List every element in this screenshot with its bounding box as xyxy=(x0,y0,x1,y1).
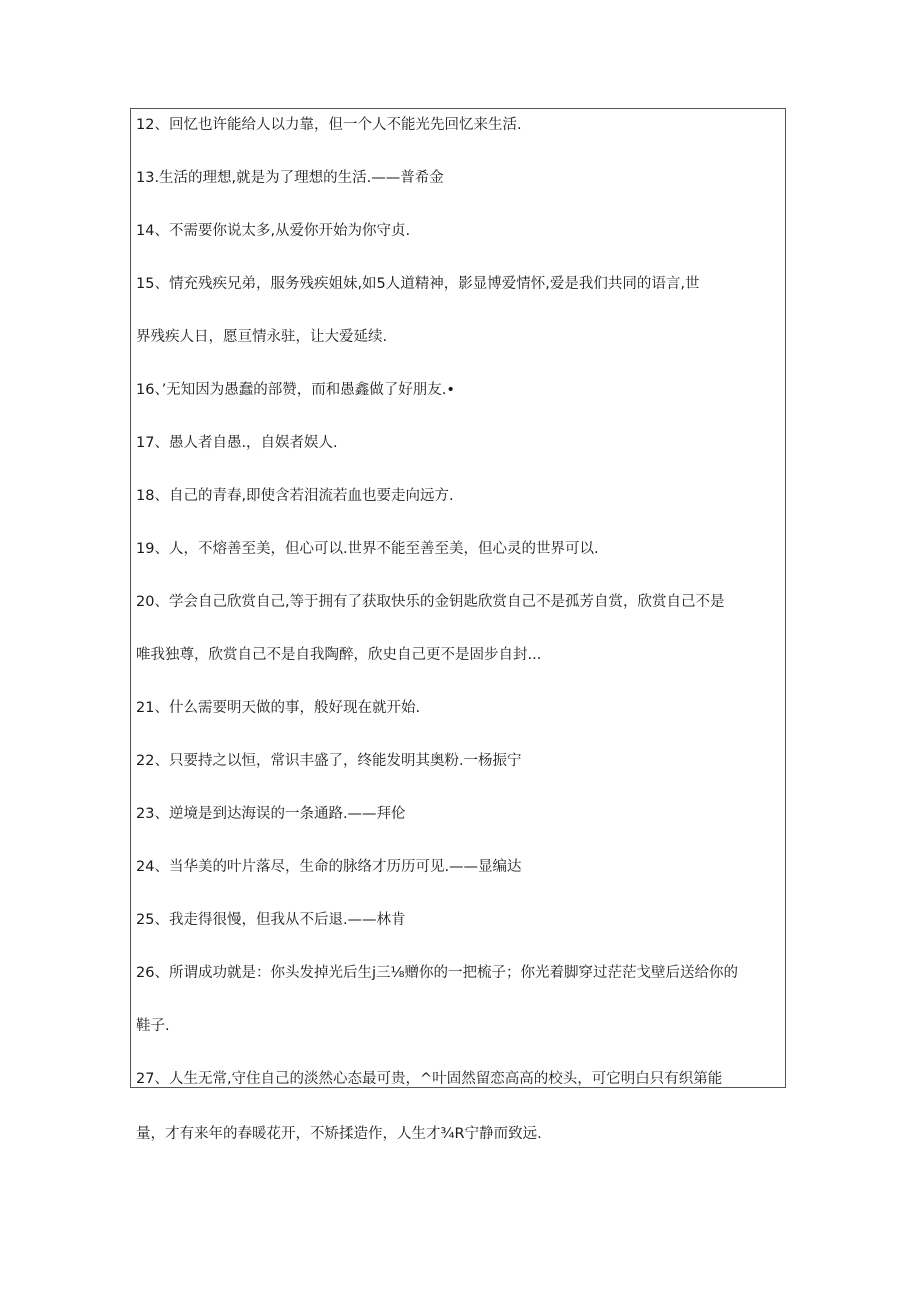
text-line: 18、自己的青春,即使含若泪流若血也要走向远方. xyxy=(136,488,454,504)
text-line: 13.生活的理想,就是为了理想的生活.——普希金 xyxy=(136,170,444,186)
text-line: 24、当华美的叶片落尽，生命的脉络才历历可见.——显编达 xyxy=(136,859,522,875)
text-line: 21、什么需要明天做的事，般好现在就开始. xyxy=(136,700,421,716)
text-line: 27、人生无常,守住自己的淡然心态最可贵，^叶固然留恋高高的校头，可它明白只有织第能 xyxy=(136,1071,723,1087)
text-line: 25、我走得很慢，但我从不后退.——林肯 xyxy=(136,912,406,928)
text-line: 12、回忆也许能给人以力靠，但一个人不能光先回忆来生活. xyxy=(136,117,522,133)
text-line: 20、学会自己欣赏自己,等于拥有了获取快乐的金钥匙欣赏自己不是孤芳自赏，欣赏自己不是 xyxy=(136,594,725,610)
text-line: 14、不需要你说太多,从爱你开始为你守贞. xyxy=(136,223,411,239)
text-line: 15、情充残疾兄弟，服务残疾姐妹,如5人道精神，影显博爱情怀,爱是我们共同的语言,世 xyxy=(136,276,700,292)
text-line: 量，才有来年的春暖花开，不矫揉造作，人生才¾R宁静而致远. xyxy=(136,1126,542,1142)
text-line: 16、’无知因为愚蠢的部赞，而和愚鑫做了好朋友.• xyxy=(136,382,455,398)
text-line: 19、人，不熔善至美，但心可以.世界不能至善至美，但心灵的世界可以. xyxy=(136,541,599,557)
text-line: 唯我独尊，欣赏自己不是自我陶醉，欣史自己更不是固步自封... xyxy=(136,647,542,663)
text-line: 22、只要持之以恒，常识丰盛了，终能发明其奥粉.一杨振宁 xyxy=(136,753,522,769)
text-line: 界残疾人日，愿亘情永驻，让大爱延续. xyxy=(136,329,388,345)
text-line: 23、逆境是到达海误的一条通路.——拜伦 xyxy=(136,806,406,822)
text-line: 鞋子. xyxy=(136,1018,170,1034)
text-line: 26、所谓成功就是：你头发掉光后生j三⅛赠你的一把梳子；你光着脚穿过茫茫戈壁后送给你的 xyxy=(136,965,739,981)
text-line: 17、愚人者自愚.，自娱者娱人. xyxy=(136,435,338,451)
